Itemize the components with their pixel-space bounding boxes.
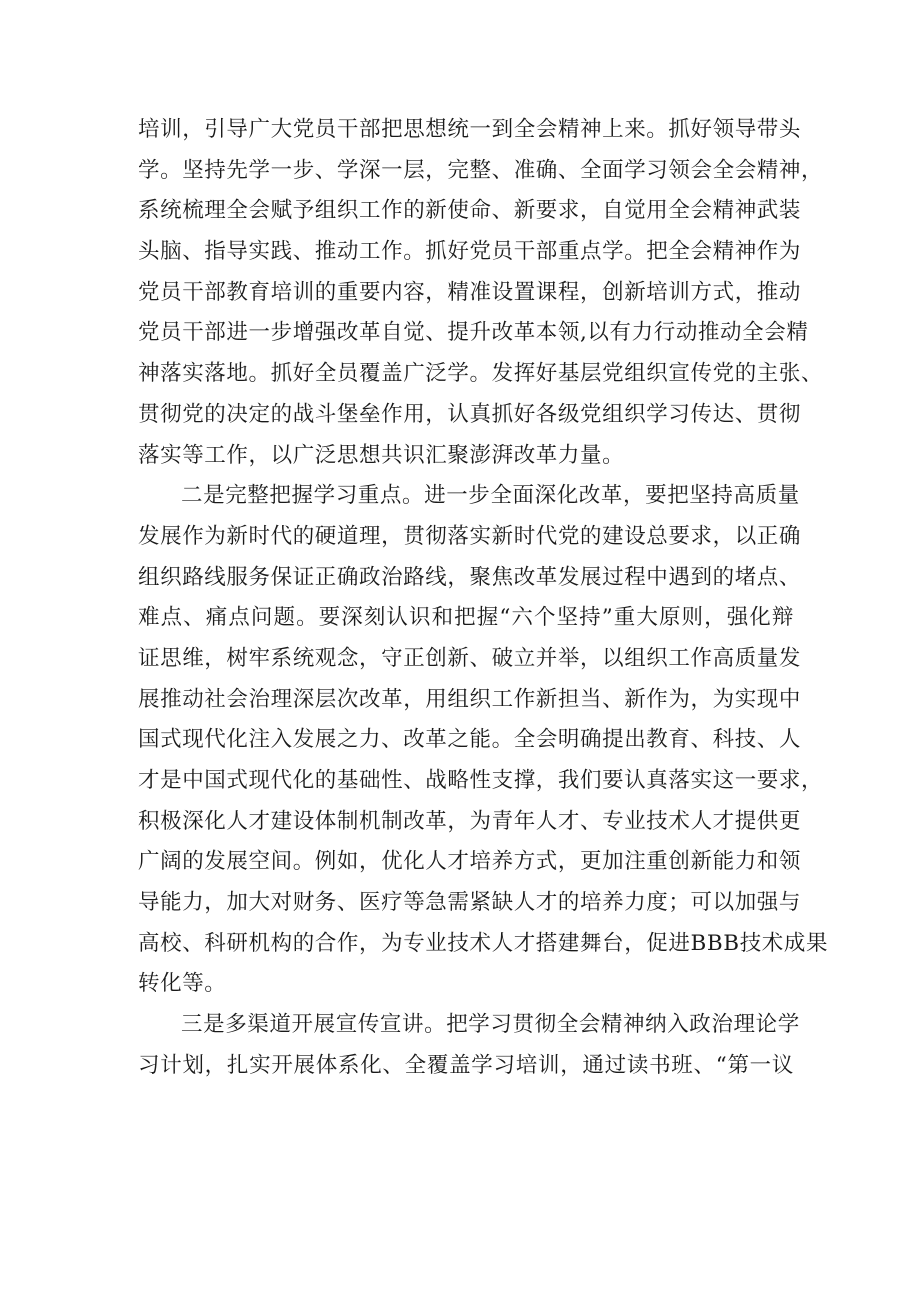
text-line: 证思维，树牢系统观念，守正创新、破立并举，以组织工作高质量发	[138, 645, 802, 671]
text-line: 积极深化人才建设体制机制改革，为青年人才、专业技术人才提供更	[138, 808, 802, 834]
text-line: 贯彻党的决定的战斗堡垒作用，认真抓好各级党组织学习传达、贯彻	[138, 401, 802, 427]
text-line: 系统梳理全会赋予组织工作的新使命、新要求，自觉用全会精神武装	[138, 198, 802, 224]
paragraph-publicity	[138, 1005, 800, 1086]
text-line: 党员干部进一步增强改革自觉、提升改革本领,以有力行动推动全会精	[138, 320, 809, 346]
text-line: 国式现代化注入发展之力、改革之能。全会明确提出教育、科技、人	[138, 727, 802, 753]
text-line: 学。坚持先学一步、学深一层，完整、准确、全面学习领会全会精神，	[138, 157, 824, 183]
text-line: 三是多渠道开展宣传宣讲。把学习贯彻全会精神纳入政治理论学	[181, 1012, 800, 1038]
text-line: 二是完整把握学习重点。进一步全面深化改革，要把坚持高质量	[181, 483, 800, 509]
text-line: 发展作为新时代的硬道理，贯彻落实新时代党的建设总要求，以正确	[138, 523, 802, 549]
text-line: 转化等。	[138, 971, 227, 997]
document-body	[138, 110, 829, 1087]
text-line: 习计划，扎实开展体系化、全覆盖学习培训，通过读书班、“第一议	[138, 1052, 794, 1078]
text-line: 广阔的发展空间。例如，优化人才培养方式，更加注重创新能力和领	[138, 849, 802, 875]
text-line: 展推动社会治理深层次改革，用组织工作新担当、新作为，为实现中	[138, 686, 802, 712]
paragraph-training	[138, 110, 824, 476]
text-line: 培训，引导广大党员干部把思想统一到全会精神上来。抓好领导带头	[138, 117, 802, 142]
text-line: 党员干部教育培训的重要内容，精准设置课程，创新培训方式，推动	[138, 279, 802, 305]
text-line: 难点、痛点问题。要深刻认识和把握“六个坚持”重大原则，强化辩	[138, 605, 794, 631]
paragraph-study-focus	[138, 476, 829, 1005]
text-line: 落实等工作，以广泛思想共识汇聚澎湃改革力量。	[138, 442, 625, 468]
text-line: 才是中国式现代化的基础性、战略性支撑，我们要认真落实这一要求，	[138, 768, 824, 793]
text-line: 高校、科研机构的合作，为专业技术人才搭建舞台，促进BBB技术成果	[138, 930, 829, 956]
text-line: 导能力，加大对财务、医疗等急需紧缺人才的培养力度；可以加强与	[138, 890, 802, 916]
text-line: 头脑、指导实践、推动工作。抓好党员干部重点学。把全会精神作为	[138, 239, 802, 265]
text-line: 组织路线服务保证正确政治路线，聚焦改革发展过程中遇到的堵点、	[138, 564, 802, 590]
text-line: 神落实落地。抓好全员覆盖广泛学。发挥好基层党组织宣传党的主张、	[138, 361, 824, 387]
